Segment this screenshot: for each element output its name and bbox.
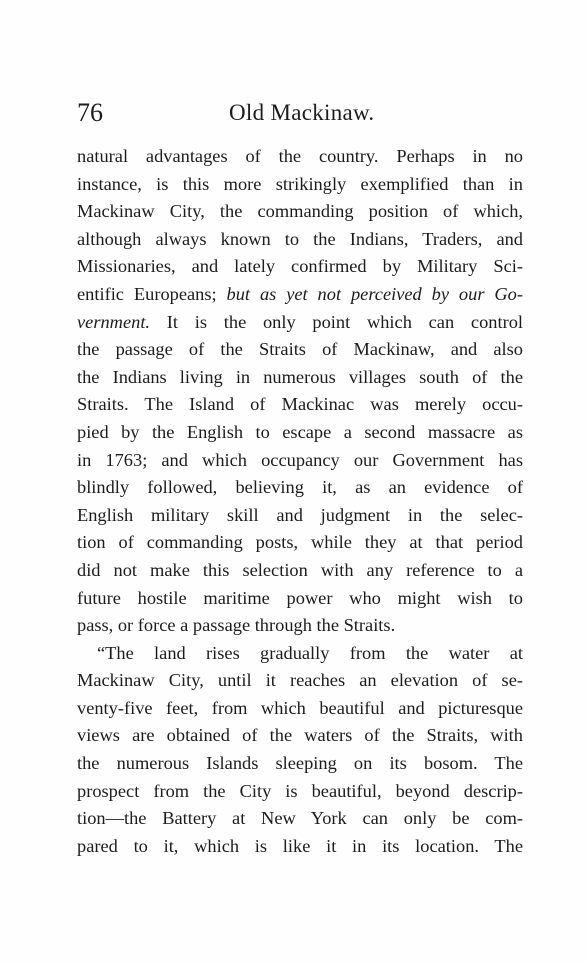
text-line: the passage of the Straits of Mackinaw, and also [77,339,523,360]
text-line: tion—the Battery at New York can only be com- [77,808,523,829]
text-line: “The land rises gradually from the water at [97,642,523,663]
text-line: Mackinaw City, the commanding position of which, [77,201,523,222]
text-line: in 1763; and which occupancy our Government has [77,449,523,470]
text-line: Mackinaw City, until it reaches an elevation of se- [77,670,523,691]
text-line: entific Europeans; but as yet not perceived by our Go- [77,283,523,304]
text-line: venty-five feet, from which beautiful and picturesque [77,697,523,718]
text-line: natural advantages of the country. Perhaps in no [77,146,523,166]
text-line: tion of commanding posts, while they at that period [77,532,523,553]
text-line: blindly followed, believing it, as an evidence of [77,477,523,498]
text-line: English military skill and judgment in the selec- [77,504,523,525]
running-title: Old Mackinaw. [229,100,375,125]
italic-text: but as yet not perceived by our Go- [226,283,523,304]
text-line: future hostile maritime power who might wish to [77,587,523,608]
text-line: views are obtained of the waters of the Straits, with [77,725,523,746]
text-line: the numerous Islands sleeping on its bosom. The [77,753,523,774]
text-line: prospect from the City is beautiful, beyond descrip- [77,780,523,801]
text-line: did not make this selection with any reference to a [77,559,523,580]
text-line: pied by the English to escape a second massacre as [77,421,523,442]
text-line: the Indians living in numerous villages south of the [77,366,523,387]
italic-text: vernment. [77,311,151,332]
text-line: Straits. The Island of Mackinac was merely occu- [77,394,523,415]
text-line: instance, is this more strikingly exemplified than in [77,173,523,194]
text-line: vernment. It is the only point which can control [77,311,523,332]
page-number: 76 [77,98,103,127]
text-line: Missionaries, and lately confirmed by Military Sci- [77,256,523,277]
text-line: pared to it, which is like it in its location. The [77,835,523,856]
page-header [77,96,522,130]
body-text [77,143,523,860]
text-line: although always known to the Indians, Traders, and [77,228,523,249]
text-line: pass, or force a passage through the Straits. [77,615,396,636]
